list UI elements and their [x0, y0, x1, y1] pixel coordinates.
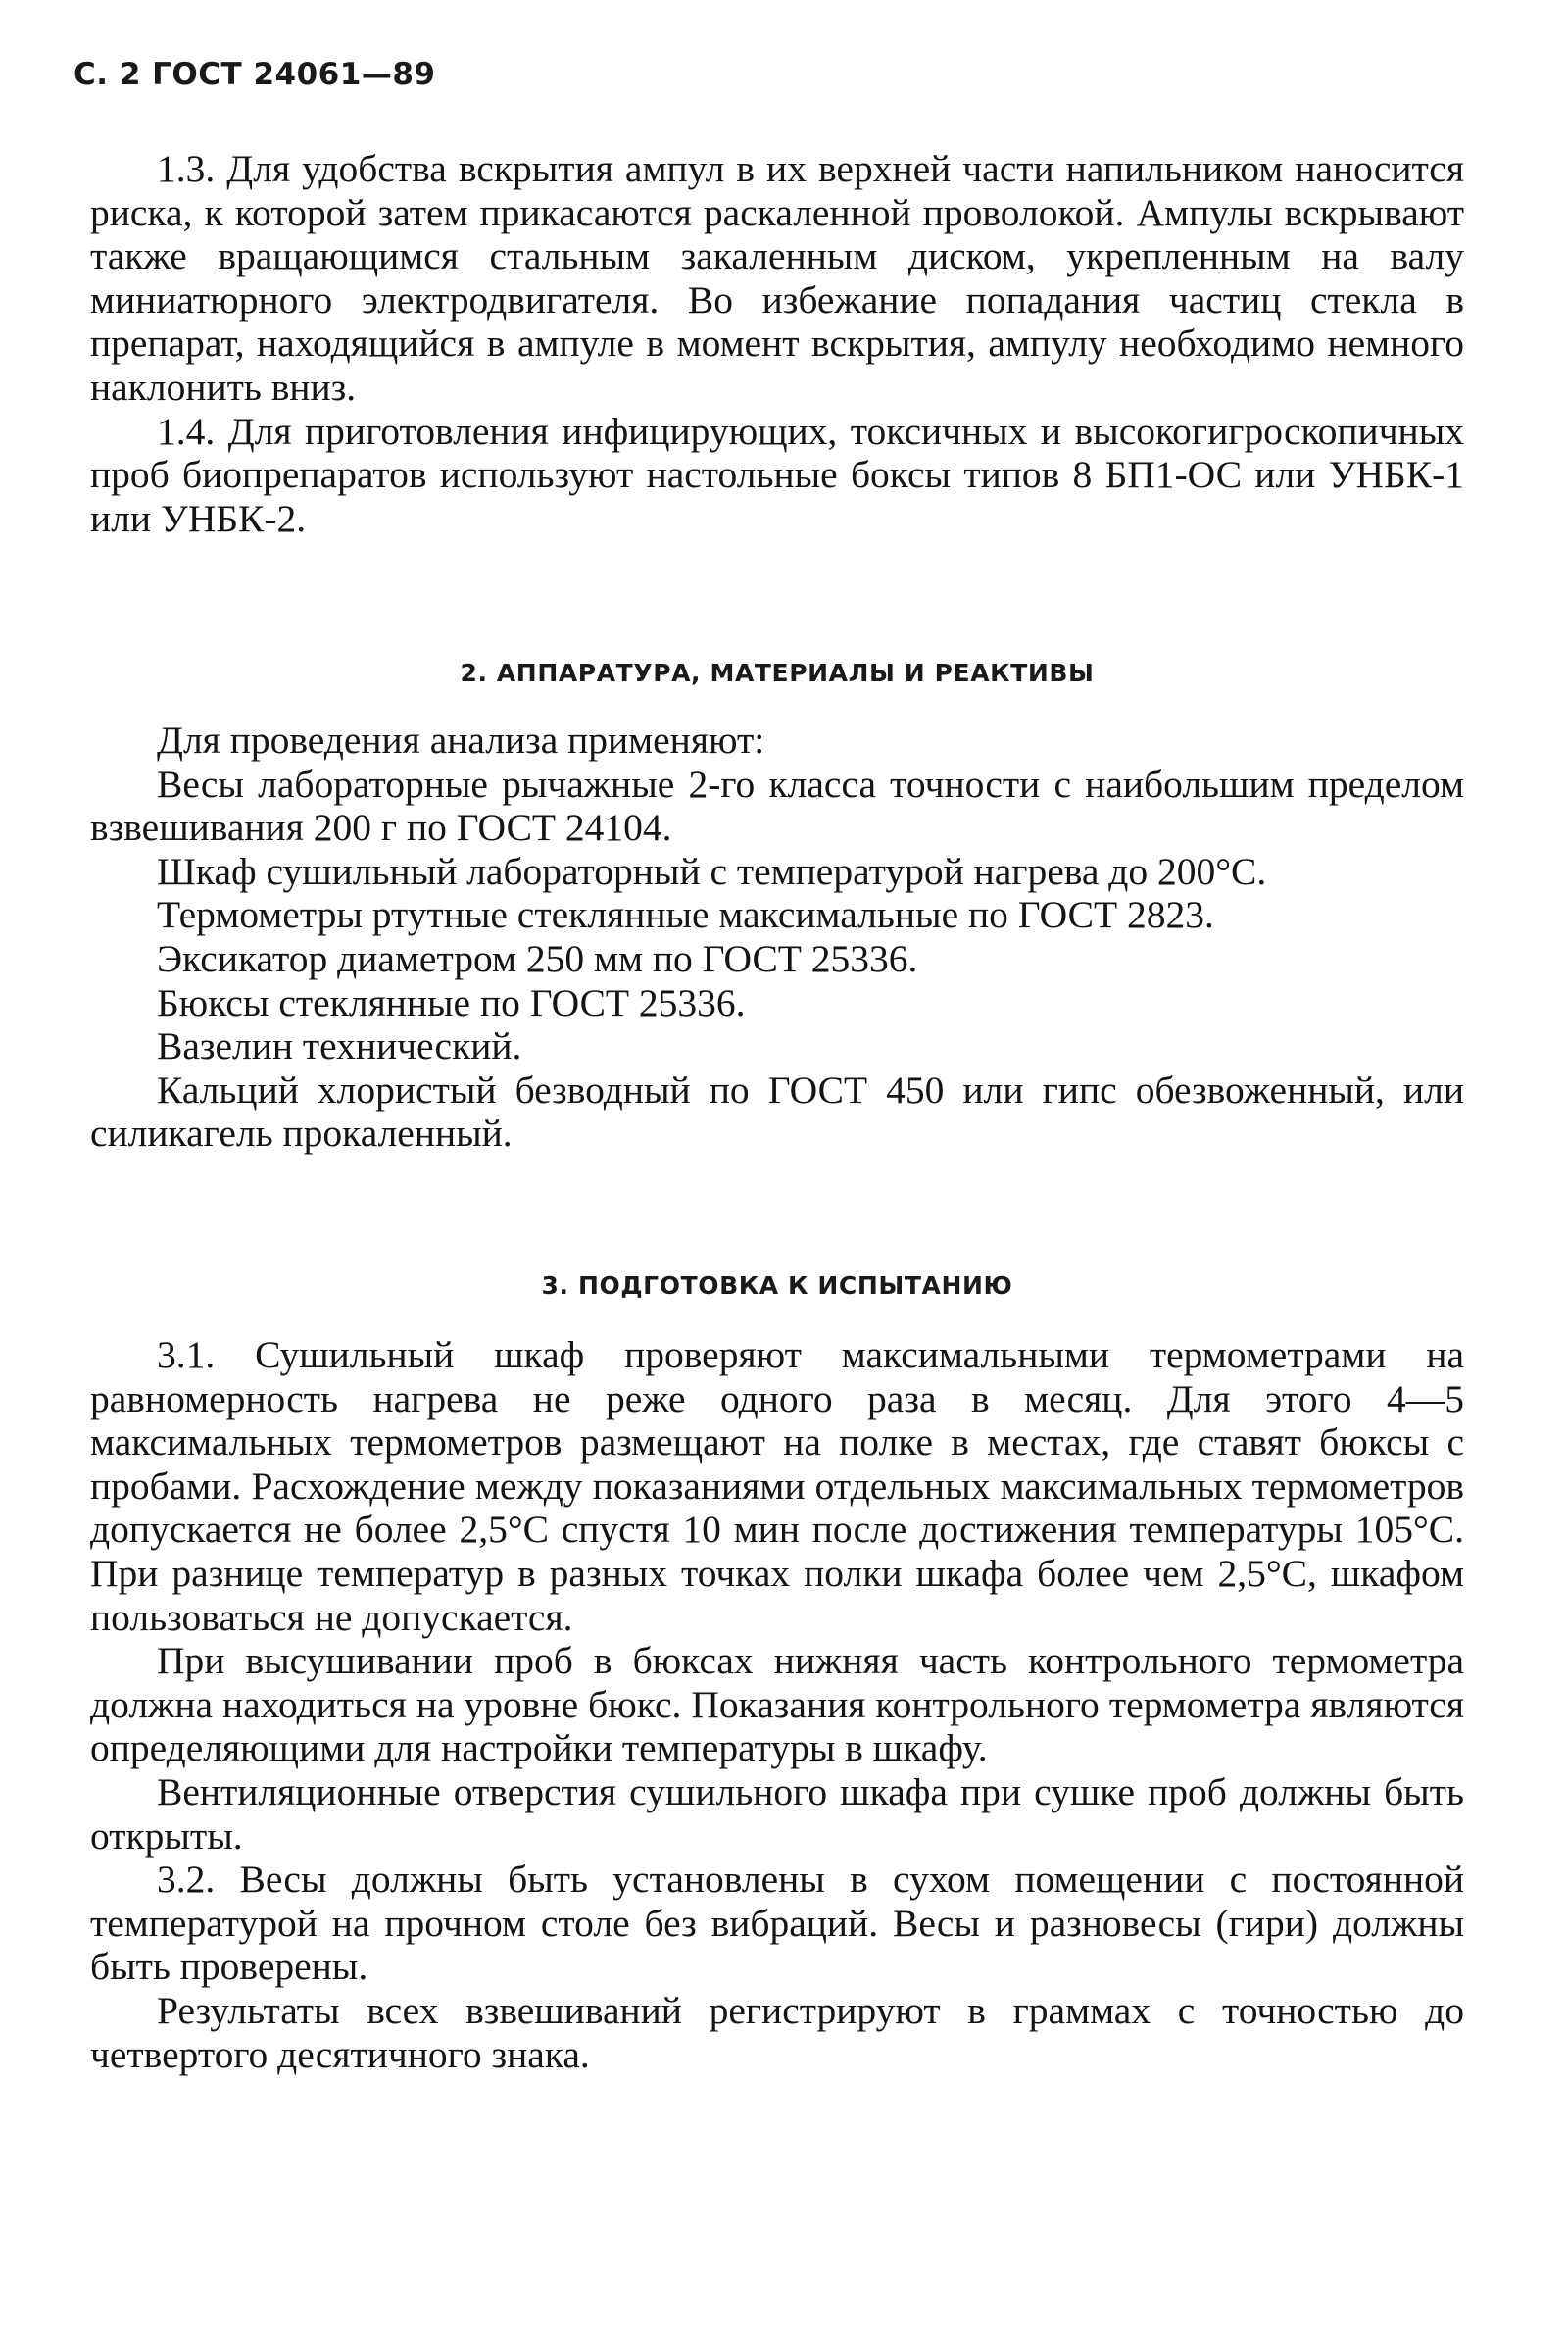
- list-item: Термометры ртутные стеклянные максимальные по ГОСТ 2823.: [157, 893, 1214, 937]
- list-item: Эксикатор диаметром 250 мм по ГОСТ 25336.: [157, 936, 918, 980]
- paragraph-weighing-results: Результаты всех взвешиваний регистрируют в граммах с точностью до четвертого десятичного знака.: [90, 1988, 1464, 2076]
- paragraph-1-4: 1.4. Для приготовления инфицирующих, токсичных и высокогигроскопичных проб биопрепаратов используют настольные боксы типов 8 БП1-ОС или УНБК-1 или УНБК-2.: [90, 409, 1464, 540]
- section-3-heading: 3. ПОДГОТОВКА К ИСПЫТАНИЮ: [541, 1271, 1013, 1300]
- paragraph-1-3: 1.3. Для удобства вскрытия ампул в их верхней части напильником наносится риска, к которой затем прикасаются раскаленной проволокой. Ампулы вскрывают также вращающимся стальным закаленным диском, укрепленным на валу миниатюрного электродвигателя. Во избежание попадания частиц стекла в препарат, находящийся в ампуле в момент вскрытия, ампулу необходимо немного наклонить вниз.: [90, 147, 1464, 409]
- list-item: Вазелин технический.: [157, 1024, 522, 1068]
- section-2-heading: 2. АППАРАТУРА, МАТЕРИАЛЫ И РЕАКТИВЫ: [460, 659, 1095, 687]
- running-head: С. 2 ГОСТ 24061—89: [74, 57, 436, 92]
- section-1-text: [90, 147, 1464, 540]
- list-item: Бюксы стеклянные по ГОСТ 25336.: [157, 980, 746, 1024]
- list-item: Для проведения анализа применяют:: [157, 719, 765, 762]
- list-item: Весы лабораторные рычажные 2-го класса точности с наибольшим пределом взвешивания 200 г по ГОСТ 24104.: [90, 762, 1464, 850]
- list-item: Шкаф сушильный лабораторный с температурой нагрева до 200°С.: [157, 849, 1267, 893]
- paragraph-3-2: 3.2. Весы должны быть установлены в сухом помещении с постоянной температурой на прочном столе без вибраций. Весы и разновесы (гири) должны быть проверены.: [90, 1858, 1464, 1989]
- paragraph-ventilation: Вентиляционные отверстия сушильного шкафа при сушке проб должны быть открыты.: [90, 1769, 1464, 1858]
- list-item: Кальций хлористый безводный по ГОСТ 450 или гипс обезвоженный, или силикагель прокаленный.: [90, 1067, 1464, 1156]
- section-3-text: [90, 1333, 1464, 2076]
- section-2-list: [90, 719, 1464, 1156]
- paragraph-thermometer: При высушивании проб в бюксах нижняя часть контрольного термометра должна находиться на уровне бюкс. Показания контрольного термометра являются определяющими для настройки температуры в шкафу.: [90, 1639, 1464, 1770]
- paragraph-3-1: 3.1. Сушильный шкаф проверяют максимальными термометрами на равномерность нагрева не реже одного раза в месяц. Для этого 4—5 максимальных термометров размещают на полке в местах, где ставят бюксы с пробами. Расхождение между показаниями отдельных максимальных термометров допускается не более 2,5°С спустя 10 мин после достижения температуры 105°С. При разнице температур в разных точках полки шкафа более чем 2,5°С, шкафом пользоваться не допускается.: [90, 1333, 1464, 1639]
